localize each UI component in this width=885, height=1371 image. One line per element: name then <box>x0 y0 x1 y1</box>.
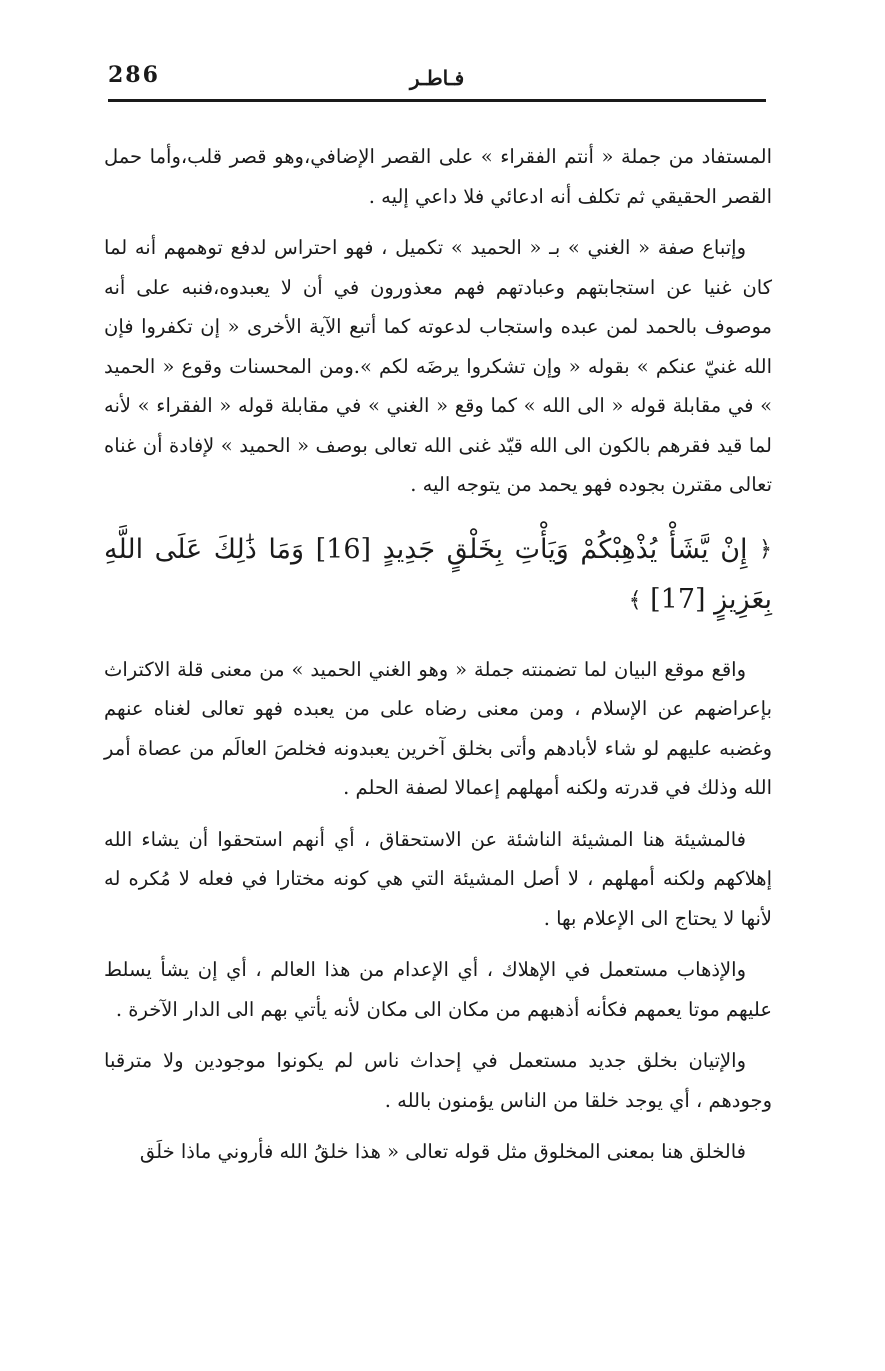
paragraph: فالمشيئة هنا المشيئة الناشئة عن الاستحقاق ، أي أنهم استحقوا أن يشاء الله إهلاكهم ولكنه أمهلهم ، لا أصل المشيئة التي هي كونه مختارا في فعله لا مُكره له لأنها لا يحتاج الى الإعلام بها . <box>104 827 772 930</box>
paragraph: والإتيان بخلق جديد مستعمل في إحداث ناس لم يكونوا موجودين ولا مترقبا وجودهم ، أي يوجد خلقا من الناس يؤمنون بالله . <box>104 1049 772 1112</box>
paragraph: وإتباع صفة « الغني » بـ « الحميد » تكميل ، فهو احتراس لدفع توهمهم أنه لما كان غنيا عن استجابتهم وعبادتهم فهم معذورون في أن لا يعبدوه،فنبه على أنه موصوف بالحمد لمن عبده واستجاب لدعوته كما أتبع الآية الأخرى « إن تكفروا فإن الله غنيّ عنكم » بقوله « وإن تشكروا يرضَه لكم ».ومن المحسنات وقوع « الحميد » في مقابلة قوله « الى الله » كما وقع « الغني » في مقابلة قوله « الفقراء » لأنه لما قيد فقرهم بالكون الى الله قيّد غنى الله تعالى بوصف « الحميد » لإفادة أن غناه تعالى مقترن بجوده فهو يحمد من يتوجه اليه . <box>104 236 772 496</box>
header-divider <box>108 99 766 102</box>
verse-close-ornament: ﴾ <box>628 587 642 613</box>
verse-open-ornament: ﴿ <box>759 537 772 562</box>
paragraph: فالخلق هنا بمعنى المخلوق مثل قوله تعالى « هذا خلقُ الله فأروني ماذا خلَق <box>139 1140 746 1163</box>
page-number: 286 <box>108 62 160 88</box>
page-header <box>108 60 766 96</box>
paragraph: والإذهاب مستعمل في الإهلاك ، أي الإعدام من هذا العالم ، أي إن يشأ يسلط عليهم موتا يعمهم فكأنه أذهبهم من مكان الى مكان لأنه يأتي بهم الى الدار الآخرة . <box>104 958 772 1021</box>
verse-text: إِنْ يَّشَأْ يُذْهِبْكُمْ وَيَأْتِ بِخَلْقٍ جَدِيدٍ [16] وَمَا ذَٰلِكَ عَلَى اللَّهِ بِعَزِيزٍ [17] <box>104 533 772 615</box>
quran-verse <box>104 525 772 626</box>
page-body <box>104 137 772 1184</box>
paragraph: المستفاد من جملة « أنتم الفقراء » على القصر الإضافي،وهو قصر قلب،وأما حمل القصر الحقيقي ثم تكلف أنه ادعائي فلا داعي إليه . <box>104 145 772 208</box>
surah-name: فـاطـر <box>409 66 465 90</box>
paragraph: واقع موقع البيان لما تضمنته جملة « وهو الغني الحميد » من معنى قلة الاكتراث بإعراضهم عن الإسلام ، ومن معنى رضاه على من يعبده فهو تعالى لغناه عنهم وغضبه عليهم لو شاء لأبادهم وأتى بخلق آخرين يعبدونه فخلصَ العالَم من عصاة أمر الله وذلك في قدرته ولكنه أمهلهم إعمالا لصفة الحلم . <box>104 657 772 799</box>
